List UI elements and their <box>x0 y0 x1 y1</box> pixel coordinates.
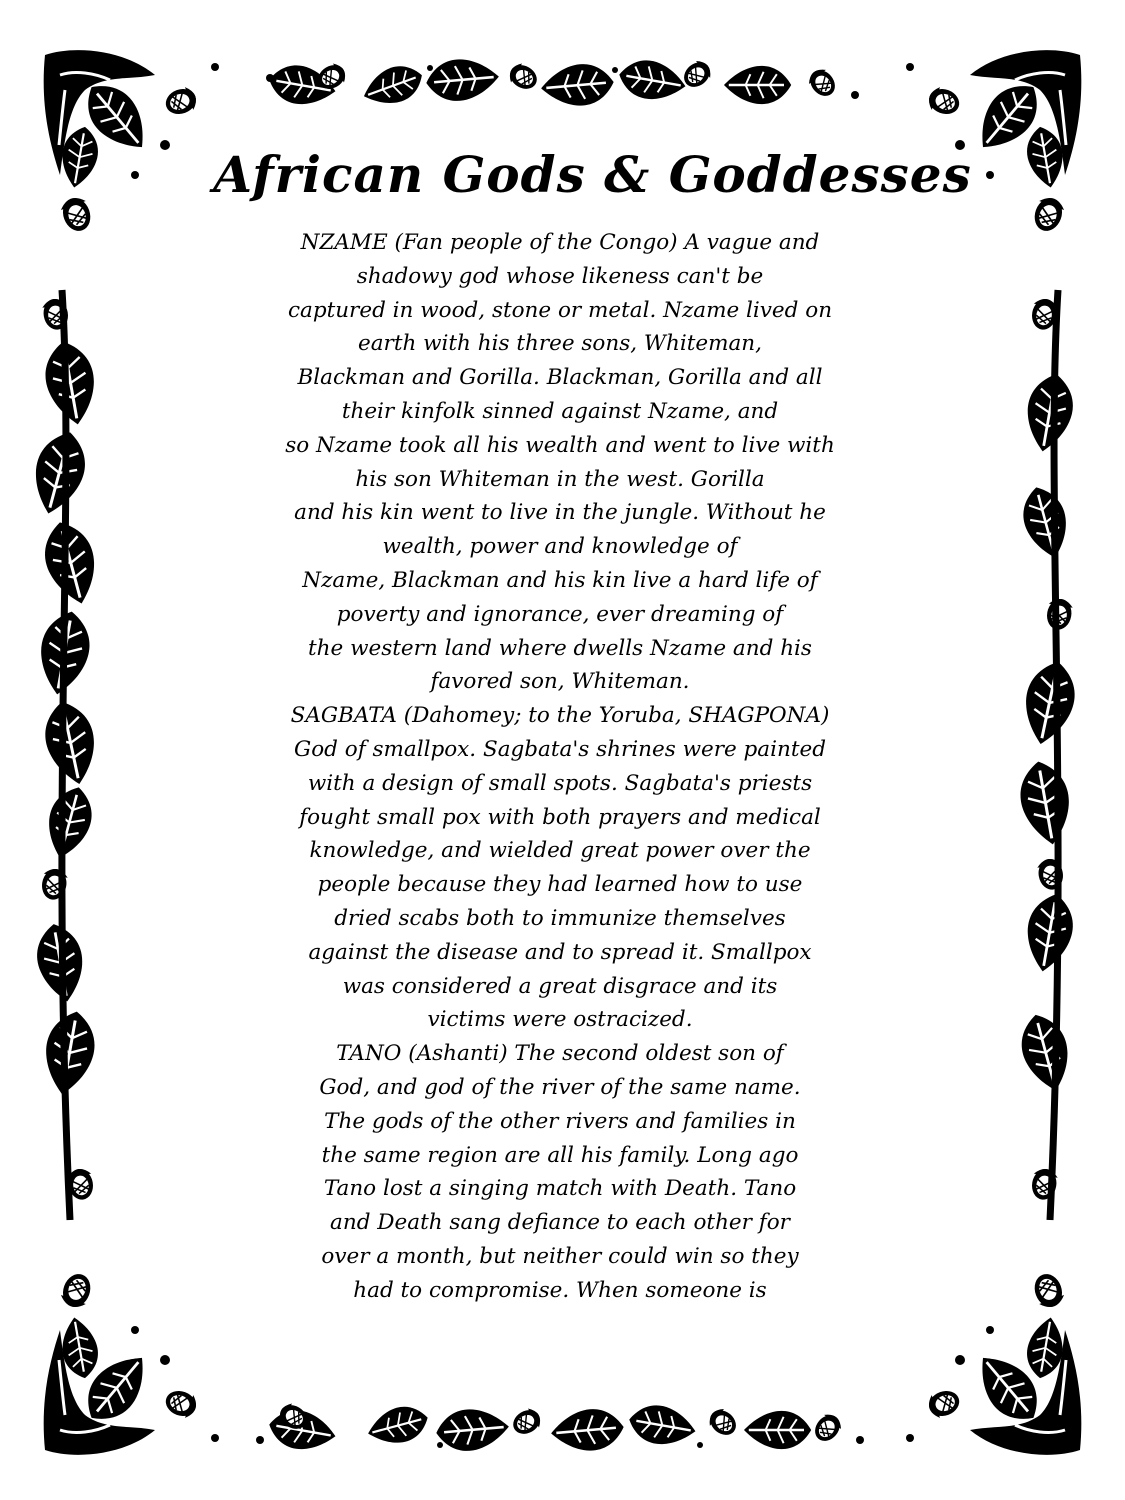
text-line: their kinfolk sinned against Nzame, and <box>341 398 779 424</box>
text-line: victims were ostracized. <box>427 1007 693 1033</box>
text-line: The gods of the other rivers and families in <box>324 1108 796 1134</box>
text-line: was considered a great disgrace and its <box>342 973 778 999</box>
text-line: over a month, but neither could win so they <box>321 1243 799 1269</box>
text-line: and his kin went to live in the jungle. Without he <box>294 500 826 526</box>
body-text <box>180 226 940 1308</box>
text-line: Blackman and Gorilla. Blackman, Gorilla and all <box>297 365 823 391</box>
text-line: captured in wood, stone or metal. Nzame lived on <box>287 297 833 323</box>
text-line: poverty and ignorance, ever dreaming of <box>336 601 784 627</box>
text-line: so Nzame took all his wealth and went to live with <box>285 432 835 458</box>
text-line: had to compromise. When someone is <box>353 1277 767 1303</box>
text-line: God of smallpox. Sagbata's shrines were painted <box>294 736 826 762</box>
text-line: the same region are all his family. Long ago <box>321 1142 799 1168</box>
text-line: wealth, power and knowledge of <box>382 534 738 560</box>
text-line: with a design of small spots. Sagbata's priests <box>307 770 813 796</box>
text-line: people because they had learned how to use <box>317 872 803 898</box>
text-line: NZAME (Fan people of the Congo) A vague and <box>300 230 820 255</box>
text-line: Nzame, Blackman and his kin live a hard life of <box>302 567 818 593</box>
text-line: SAGBATA (Dahomey; to the Yoruba, SHAGPONA) <box>290 703 830 729</box>
text-line: his son Whiteman in the west. Gorilla <box>355 466 765 492</box>
text-line: dried scabs both to immunize themselves <box>334 905 786 931</box>
text-line: God, and god of the river of the same name. <box>319 1074 801 1100</box>
text-line: fought small pox with both prayers and medical <box>299 804 821 830</box>
text-line: and Death sang defiance to each other for <box>330 1210 790 1236</box>
bottom-vine-band <box>256 1400 864 1455</box>
text-line: the western land where dwells Nzame and his <box>308 635 812 661</box>
text-line: TANO (Ashanti) The second oldest son of <box>336 1041 784 1067</box>
right-vine-band <box>1014 290 1081 1220</box>
text-line: Tano lost a singing match with Death. Tano <box>323 1176 797 1202</box>
text-line: shadowy god whose likeness can't be <box>356 263 764 289</box>
top-vine-band <box>266 56 859 113</box>
page-title: African Gods & Goddesses <box>213 145 972 204</box>
text-line: earth with his three sons, Whiteman, <box>358 331 762 357</box>
left-vine-band <box>25 290 104 1220</box>
text-line: knowledge, and wielded great power over the <box>309 838 811 864</box>
text-line: favored son, Whiteman. <box>430 669 690 695</box>
text-line: against the disease and to spread it. Smallpox <box>308 939 812 965</box>
